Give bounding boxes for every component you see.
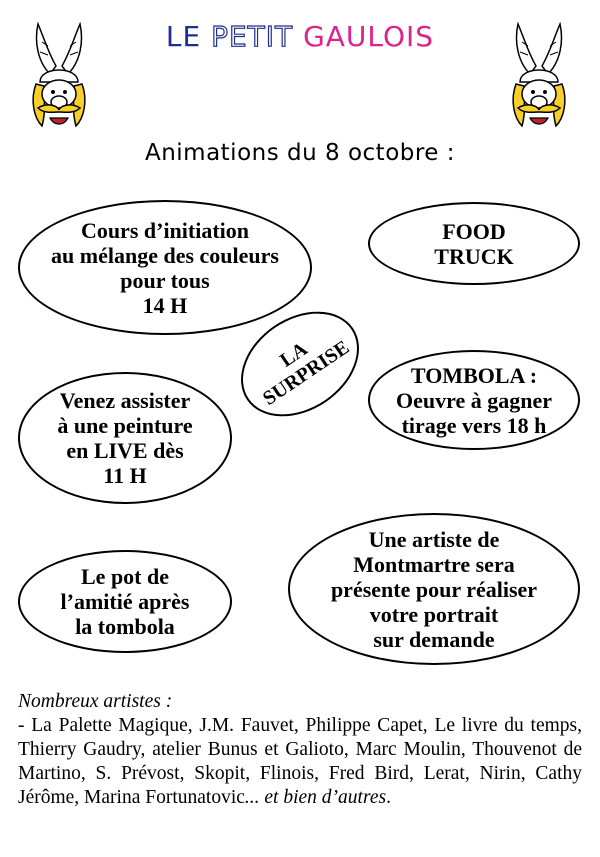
bubble-artiste-montmartre — [288, 513, 580, 665]
gaulish-warrior-icon — [508, 22, 570, 134]
artists-period: . — [386, 787, 391, 808]
artists-ending: ... et bien d’autres — [244, 787, 387, 808]
bubble-tombola — [368, 350, 580, 450]
bubble-food-truck — [368, 202, 580, 285]
event-subtitle: Animations du 8 octobre : — [144, 140, 456, 166]
artists-paragraph — [18, 714, 582, 810]
bubble-text: TOMBOLA : Oeuvre à gagner tirage vers 18 h — [395, 362, 552, 438]
title-word-gaulois: GAULOIS — [303, 20, 435, 53]
artists-heading: Nombreux artistes : — [18, 691, 173, 712]
bubble-text: Venez assister à une peinture en LIVE dès 11 H — [57, 388, 193, 488]
bubble-text: Cours d’initiation au mélange des couleurs pour tous 14 H — [51, 217, 279, 318]
bubble-pot-amitie — [18, 550, 232, 653]
bubble-text: FOOD TRUCK — [434, 218, 514, 269]
bubble-text: LA SURPRISE — [258, 336, 354, 410]
title-word-petit: PETIT — [211, 20, 294, 53]
artists-names: - La Palette Magique, J.M. Fauvet, Philippe Capet, Le livre du temps, Thierry Gaudry, atelier Bunus et Galioto, Marc Moulin, Thouvenot de Martino, S. Prévost, Skopit, Flinois, Fred Bird, Lerat, Nirin, Cathy Jérôme, Marina Fortunatovic — [18, 715, 582, 808]
bubble-cours-initiation — [18, 200, 312, 335]
gaulish-warrior-icon — [28, 22, 90, 134]
bubble-text: Une artiste de Montmartre sera présente pour réaliser votre portrait sur demande — [330, 526, 538, 652]
artists-list — [18, 690, 582, 810]
title-word-le: LE — [165, 20, 202, 53]
bubble-peinture-live — [18, 372, 232, 504]
bubble-text: Le pot de l’amitié après la tombola — [60, 564, 190, 639]
